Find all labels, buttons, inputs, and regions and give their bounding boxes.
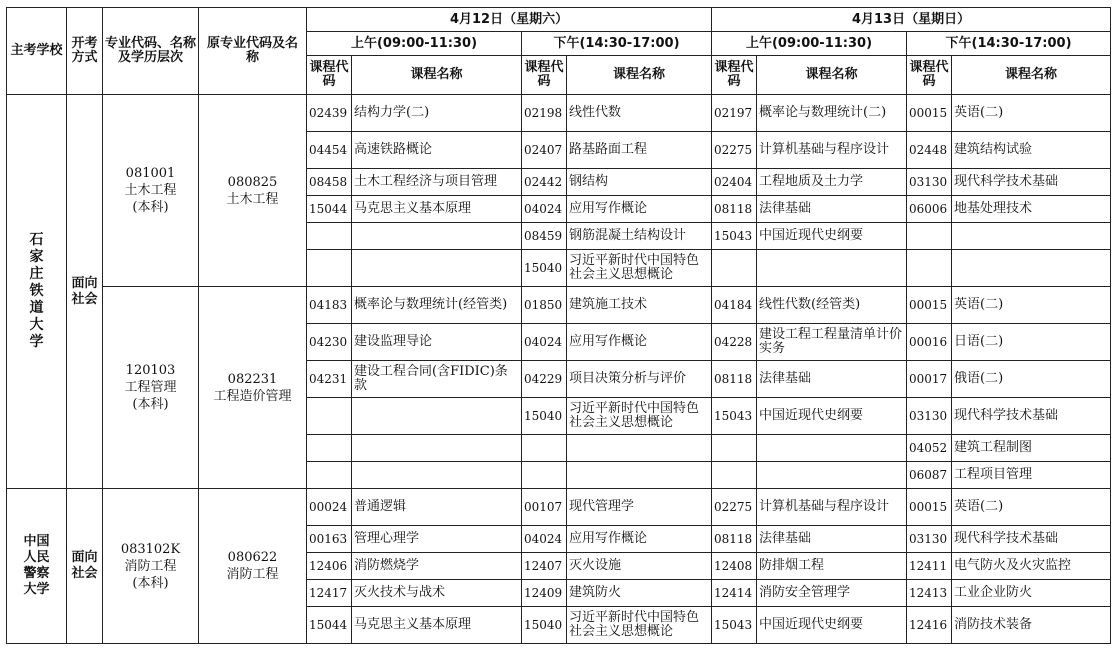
header-course-code: 课程代码	[307, 56, 352, 95]
course-code: 02439	[307, 95, 352, 132]
course-name: 现代科学技术基础	[952, 169, 1111, 196]
course-code: 04183	[307, 287, 352, 324]
course-name: 建设监理导论	[352, 324, 522, 361]
course-name: 建设工程合同(含FIDIC)条款	[352, 361, 522, 398]
course-code: 02275	[712, 489, 757, 526]
course-name: 消防燃烧学	[352, 553, 522, 580]
course-name	[952, 250, 1111, 287]
school-cell	[7, 95, 67, 489]
table-row	[7, 489, 1111, 526]
course-code: 12416	[907, 607, 952, 644]
course-code: 03130	[907, 398, 952, 435]
course-name: 防排烟工程	[757, 553, 907, 580]
course-code: 04052	[907, 435, 952, 462]
course-code: 00015	[907, 95, 952, 132]
course-code: 08118	[712, 196, 757, 223]
course-name: 电气防火及火灾监控	[952, 553, 1111, 580]
course-code: 04024	[522, 526, 567, 553]
course-code: 04184	[712, 287, 757, 324]
major-cell: 081001 土木工程 (本科)	[103, 95, 199, 287]
course-name: 钢筋混凝土结构设计	[567, 223, 712, 250]
course-code: 04229	[522, 361, 567, 398]
course-name: 建设工程工程量清单计价实务	[757, 324, 907, 361]
course-code	[307, 223, 352, 250]
course-code: 12406	[307, 553, 352, 580]
course-code: 15043	[712, 398, 757, 435]
header-day1: 4月12日（星期六）	[307, 8, 712, 32]
course-name: 应用写作概论	[567, 196, 712, 223]
course-name: 建筑工程制图	[952, 435, 1111, 462]
header-course-name: 课程名称	[952, 56, 1111, 95]
header-day1-pm: 下午(14:30-17:00)	[522, 32, 712, 56]
course-code: 01850	[522, 287, 567, 324]
old-major-cell: 082231 工程造价管理	[199, 287, 307, 489]
course-code: 02198	[522, 95, 567, 132]
course-name	[352, 223, 522, 250]
course-name: 路基路面工程	[567, 132, 712, 169]
course-name: 灭火设施	[567, 553, 712, 580]
course-code: 04230	[307, 324, 352, 361]
course-name: 习近平新时代中国特色社会主义思想概论	[567, 607, 712, 644]
course-name: 建筑结构试验	[952, 132, 1111, 169]
school-cell	[7, 489, 67, 644]
course-name: 现代管理学	[567, 489, 712, 526]
header-course-name: 课程名称	[567, 56, 712, 95]
course-code: 12414	[712, 580, 757, 607]
course-code	[307, 435, 352, 462]
course-name: 工业企业防火	[952, 580, 1111, 607]
course-code: 04454	[307, 132, 352, 169]
course-name	[567, 435, 712, 462]
course-name: 中国近现代史纲要	[757, 223, 907, 250]
course-name: 普通逻辑	[352, 489, 522, 526]
course-name	[352, 398, 522, 435]
course-code: 02197	[712, 95, 757, 132]
schedule-body	[7, 95, 1111, 644]
course-name: 建筑施工技术	[567, 287, 712, 324]
exam-mode: 面向社会	[71, 550, 98, 581]
course-name: 马克思主义基本原理	[352, 196, 522, 223]
course-name: 俄语(二)	[952, 361, 1111, 398]
course-name: 概率论与数理统计(经管类)	[352, 287, 522, 324]
course-code: 03130	[907, 169, 952, 196]
header-course-name: 课程名称	[352, 56, 522, 95]
course-name	[952, 223, 1111, 250]
course-code	[907, 250, 952, 287]
course-code: 12411	[907, 553, 952, 580]
course-code: 02404	[712, 169, 757, 196]
course-name: 灭火技术与战术	[352, 580, 522, 607]
header-major-code: 专业代码、名称及学历层次	[103, 8, 199, 95]
course-code: 00024	[307, 489, 352, 526]
course-code	[307, 250, 352, 287]
course-code: 02442	[522, 169, 567, 196]
course-name: 高速铁路概论	[352, 132, 522, 169]
course-name: 计算机基础与程序设计	[757, 489, 907, 526]
course-code: 15043	[712, 607, 757, 644]
course-code	[307, 462, 352, 489]
course-code: 00017	[907, 361, 952, 398]
major-cell: 120103 工程管理 (本科)	[103, 287, 199, 489]
course-code	[712, 435, 757, 462]
exam-mode-cell	[67, 489, 103, 644]
course-name: 现代科学技术基础	[952, 526, 1111, 553]
course-code: 15044	[307, 607, 352, 644]
school-name: 中国人民警察大学	[23, 534, 50, 597]
course-code: 02448	[907, 132, 952, 169]
table-row	[7, 95, 1111, 132]
course-name	[567, 462, 712, 489]
course-code: 03130	[907, 526, 952, 553]
header-mode: 开考方式	[67, 8, 103, 95]
course-name: 概率论与数理统计(二)	[757, 95, 907, 132]
course-name: 现代科学技术基础	[952, 398, 1111, 435]
course-name	[757, 462, 907, 489]
table-row	[7, 287, 1111, 324]
header-day1-am: 上午(09:00-11:30)	[307, 32, 522, 56]
header-day2-am: 上午(09:00-11:30)	[712, 32, 907, 56]
course-code: 04231	[307, 361, 352, 398]
course-name: 工程项目管理	[952, 462, 1111, 489]
exam-mode: 面向社会	[71, 275, 98, 307]
school-name: 石家庄铁道大学	[29, 232, 44, 350]
course-name: 土木工程经济与项目管理	[352, 169, 522, 196]
course-name: 建筑防火	[567, 580, 712, 607]
course-code: 12417	[307, 580, 352, 607]
course-name	[757, 250, 907, 287]
course-name: 习近平新时代中国特色社会主义思想概论	[567, 250, 712, 287]
header-day2-pm: 下午(14:30-17:00)	[907, 32, 1111, 56]
course-name	[352, 435, 522, 462]
course-name: 中国近现代史纲要	[757, 398, 907, 435]
course-code: 00015	[907, 489, 952, 526]
header-course-name: 课程名称	[757, 56, 907, 95]
course-name: 应用写作概论	[567, 324, 712, 361]
course-code: 08459	[522, 223, 567, 250]
course-name: 计算机基础与程序设计	[757, 132, 907, 169]
header-course-code: 课程代码	[712, 56, 757, 95]
course-code: 04228	[712, 324, 757, 361]
major-cell: 083102K 消防工程 (本科)	[103, 489, 199, 644]
course-name	[352, 250, 522, 287]
course-code	[307, 398, 352, 435]
course-name: 地基处理技术	[952, 196, 1111, 223]
course-name: 中国近现代史纲要	[757, 607, 907, 644]
course-name	[757, 435, 907, 462]
header-course-code: 课程代码	[907, 56, 952, 95]
header-course-code: 课程代码	[522, 56, 567, 95]
course-code: 15043	[712, 223, 757, 250]
course-code: 06087	[907, 462, 952, 489]
course-code: 08458	[307, 169, 352, 196]
course-code	[712, 250, 757, 287]
course-code: 12407	[522, 553, 567, 580]
course-name: 马克思主义基本原理	[352, 607, 522, 644]
course-name: 线性代数(经管类)	[757, 287, 907, 324]
course-name: 法律基础	[757, 361, 907, 398]
course-code	[712, 462, 757, 489]
course-name: 应用写作概论	[567, 526, 712, 553]
course-name	[352, 462, 522, 489]
course-name: 工程地质及土力学	[757, 169, 907, 196]
course-code: 00015	[907, 287, 952, 324]
course-code: 00163	[307, 526, 352, 553]
course-code: 12408	[712, 553, 757, 580]
course-code: 02275	[712, 132, 757, 169]
course-code	[522, 462, 567, 489]
course-code: 04024	[522, 196, 567, 223]
course-code: 06006	[907, 196, 952, 223]
course-name: 管理心理学	[352, 526, 522, 553]
course-code	[907, 223, 952, 250]
course-name: 日语(二)	[952, 324, 1111, 361]
exam-mode-cell	[67, 95, 103, 489]
course-name: 英语(二)	[952, 95, 1111, 132]
course-name: 结构力学(二)	[352, 95, 522, 132]
course-name: 钢结构	[567, 169, 712, 196]
course-name: 消防安全管理学	[757, 580, 907, 607]
header-old-major: 原专业代码及名称	[199, 8, 307, 95]
course-code: 15040	[522, 250, 567, 287]
course-code: 15044	[307, 196, 352, 223]
course-code: 12409	[522, 580, 567, 607]
course-name: 英语(二)	[952, 489, 1111, 526]
old-major-cell: 080825 土木工程	[199, 95, 307, 287]
course-name: 法律基础	[757, 526, 907, 553]
course-name: 习近平新时代中国特色社会主义思想概论	[567, 398, 712, 435]
course-name: 线性代数	[567, 95, 712, 132]
course-name: 法律基础	[757, 196, 907, 223]
course-code: 00016	[907, 324, 952, 361]
course-code: 15040	[522, 607, 567, 644]
header-day2: 4月13日（星期日）	[712, 8, 1111, 32]
course-code: 12413	[907, 580, 952, 607]
exam-schedule-table	[6, 7, 1111, 644]
course-name: 消防技术装备	[952, 607, 1111, 644]
course-code: 04024	[522, 324, 567, 361]
course-code: 15040	[522, 398, 567, 435]
course-code: 00107	[522, 489, 567, 526]
course-name: 项目决策分析与评价	[567, 361, 712, 398]
course-code: 02407	[522, 132, 567, 169]
old-major-cell: 080622 消防工程	[199, 489, 307, 644]
course-code: 08118	[712, 361, 757, 398]
course-code	[522, 435, 567, 462]
course-name: 英语(二)	[952, 287, 1111, 324]
header-school: 主考学校	[7, 8, 67, 95]
course-code: 08118	[712, 526, 757, 553]
